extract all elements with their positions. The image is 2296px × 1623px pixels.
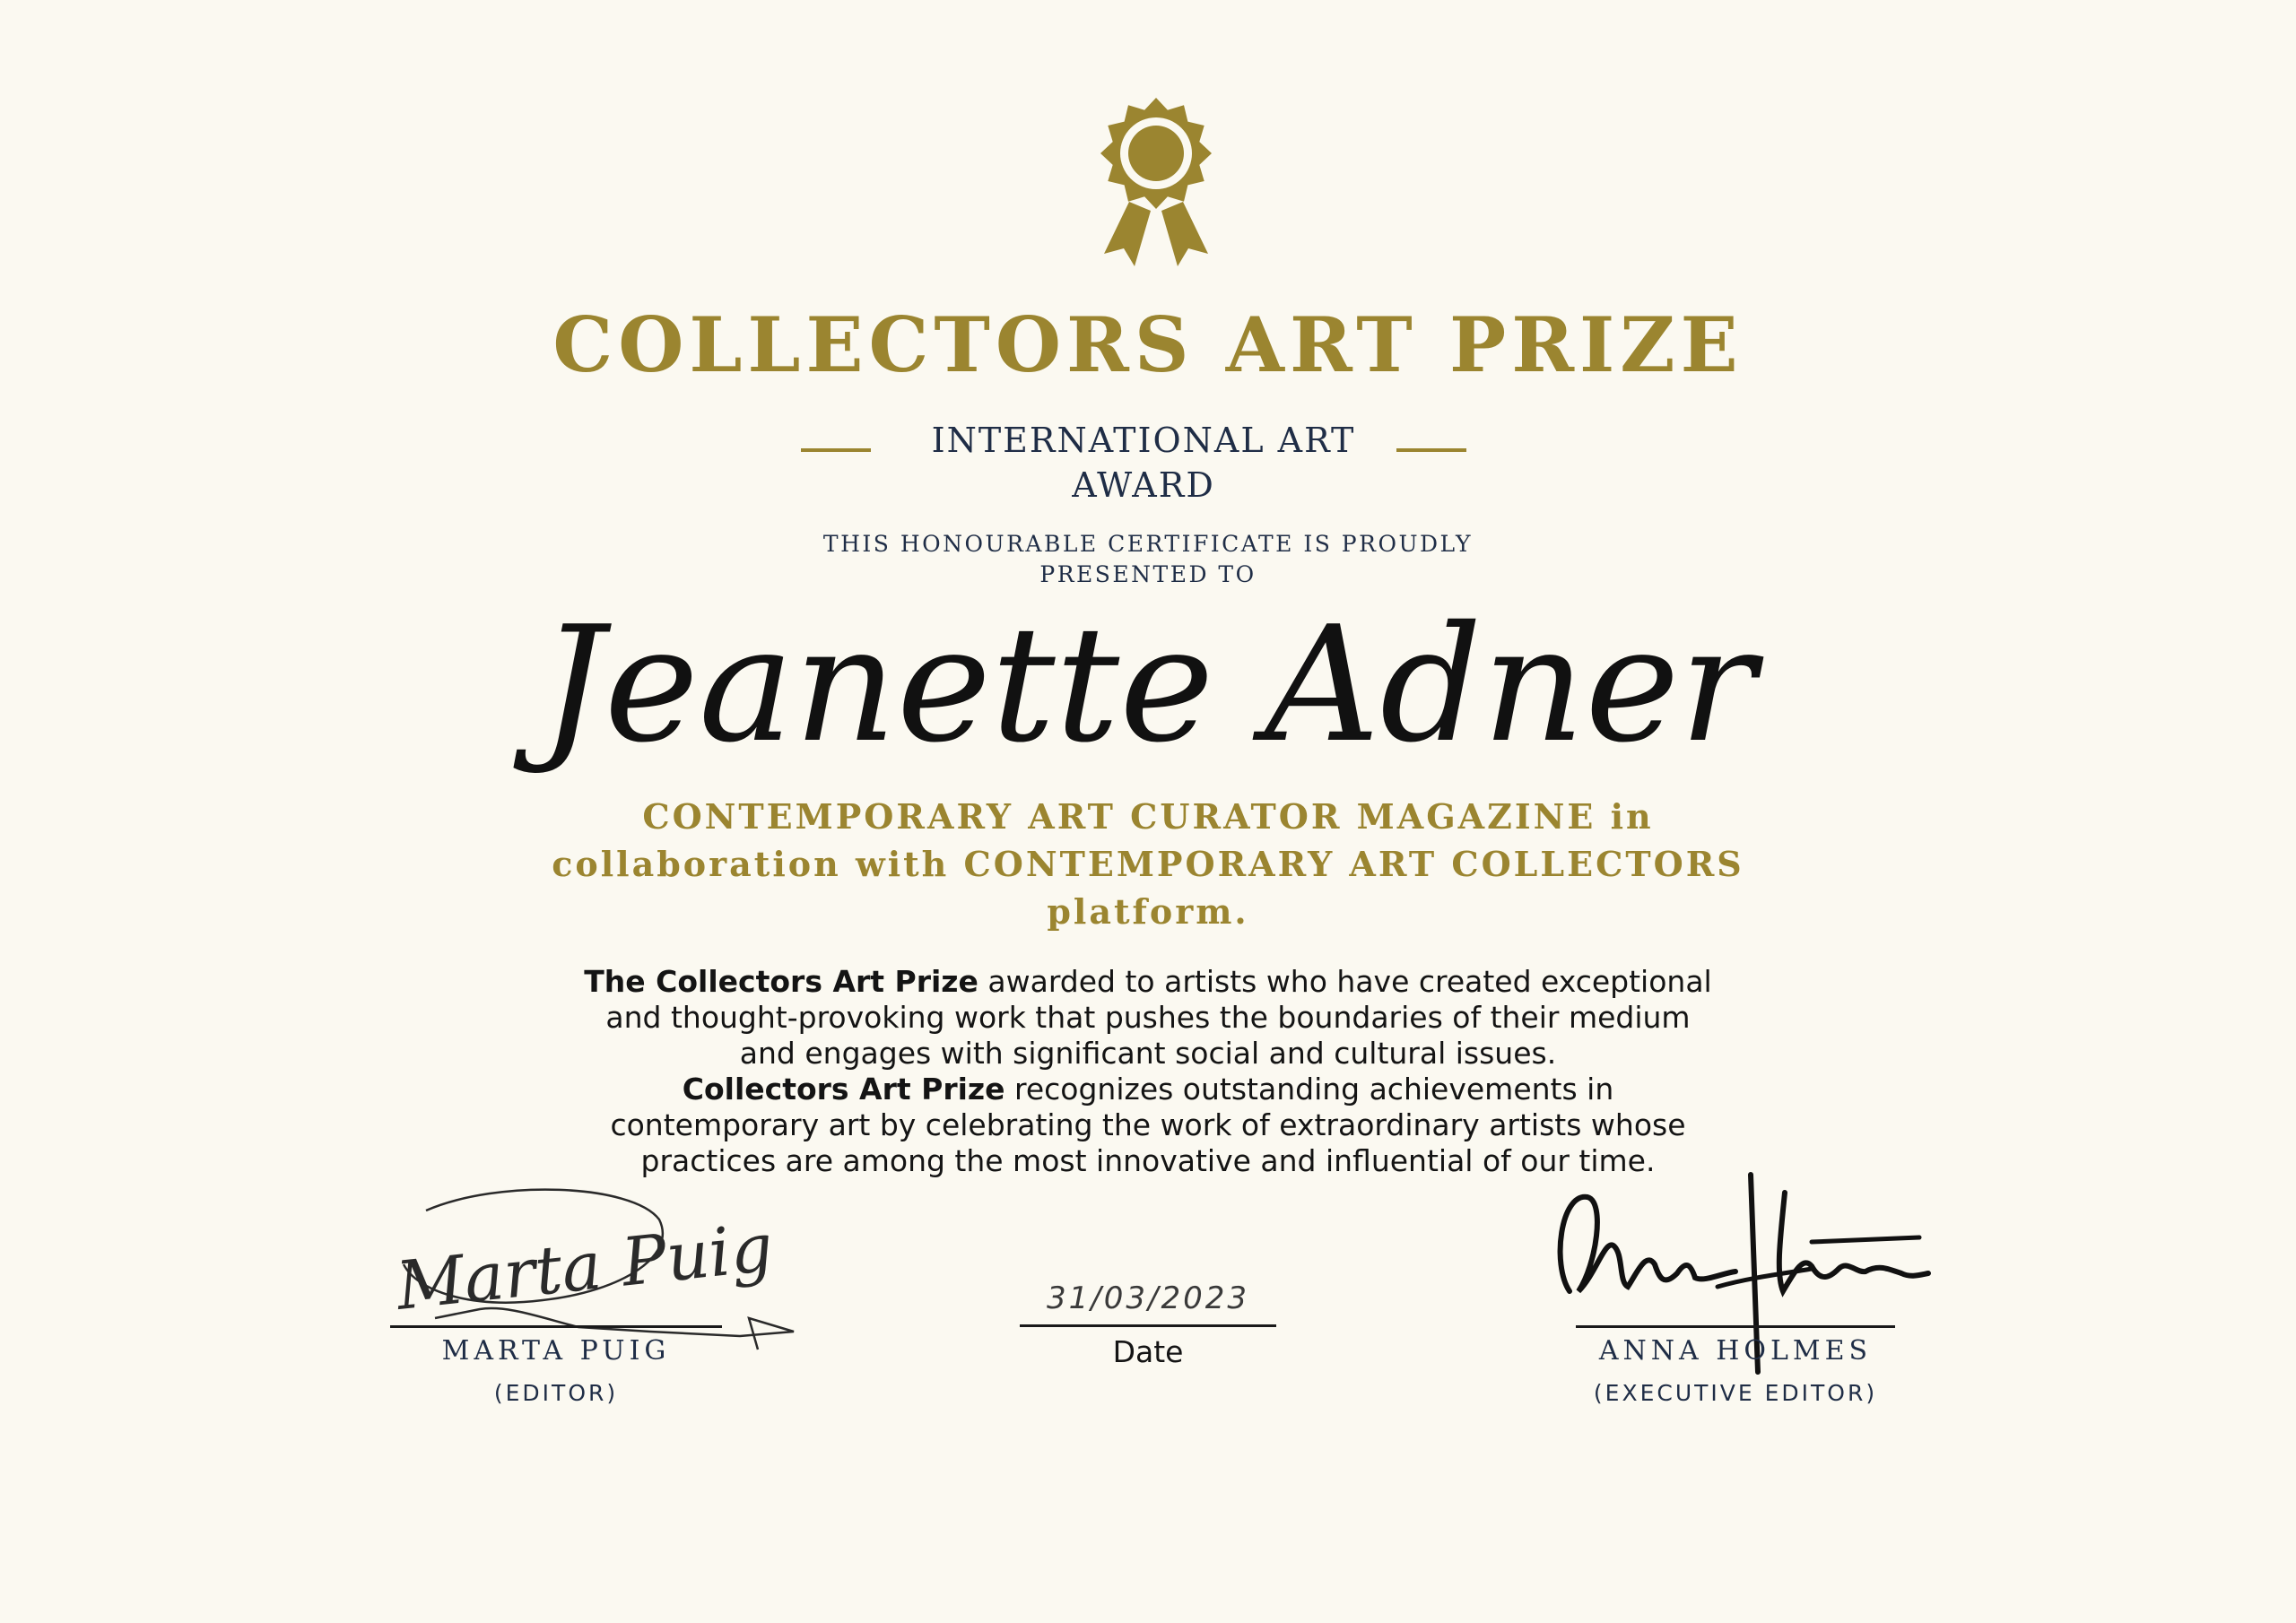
subtitle: INTERNATIONAL ART AWARD xyxy=(931,421,1356,505)
description-p1-bold: The Collectors Art Prize xyxy=(584,964,978,999)
signatory-right xyxy=(1556,1325,1915,1409)
subtitle-rule-left xyxy=(801,448,871,452)
signature-line-left xyxy=(390,1325,722,1328)
description-p2-rest: recognizes outstanding achievements in contemporary art by celebrating the work of extraordinary artists whose practices are among the most innovative and influential of our time. xyxy=(610,1072,1686,1178)
description-p2-bold: Collectors Art Prize xyxy=(682,1072,1005,1107)
signature-line-right xyxy=(1576,1325,1895,1328)
subtitle-row xyxy=(0,418,2296,508)
signatory-left-name: MARTA PUIG xyxy=(441,1335,671,1367)
description-p1 xyxy=(584,964,1711,1071)
award-rosette-icon xyxy=(1095,96,1217,268)
signatory-left xyxy=(377,1325,735,1409)
certificate-title: COLLECTORS ART PRIZE xyxy=(552,300,1744,389)
description xyxy=(574,964,1722,1179)
collaboration-text: CONTEMPORARY ART CURATOR MAGAZINE in collaboration with CONTEMPORARY ART COLLECTORS platform. xyxy=(552,796,1744,932)
signatory-left-role: (EDITOR) xyxy=(493,1380,619,1406)
date-block xyxy=(1018,1278,1278,1372)
presented-to-text: THIS HONOURABLE CERTIFICATE IS PROUDLY PRESENTED TO xyxy=(822,531,1474,587)
description-p1-rest: awarded to artists who have created exceptional and thought-provoking work that pushes the boundaries of their medium and engages with significant social and cultural issues. xyxy=(605,964,1712,1071)
signatory-right-role: (EXECUTIVE EDITOR) xyxy=(1593,1380,1878,1406)
date-label: Date xyxy=(1112,1334,1184,1369)
recipient-name xyxy=(0,574,2296,789)
date-line xyxy=(1020,1324,1276,1327)
date-value: 31/03/2023 xyxy=(1047,1280,1249,1316)
recipient-name-text: Jeanette Adner xyxy=(540,592,1756,777)
subtitle-rule-right xyxy=(1396,448,1466,452)
signatory-right-name: ANNA HOLMES xyxy=(1598,1335,1873,1367)
description-p2 xyxy=(610,1072,1685,1178)
svg-text:Marta Puig: Marta Puig xyxy=(392,1209,777,1325)
